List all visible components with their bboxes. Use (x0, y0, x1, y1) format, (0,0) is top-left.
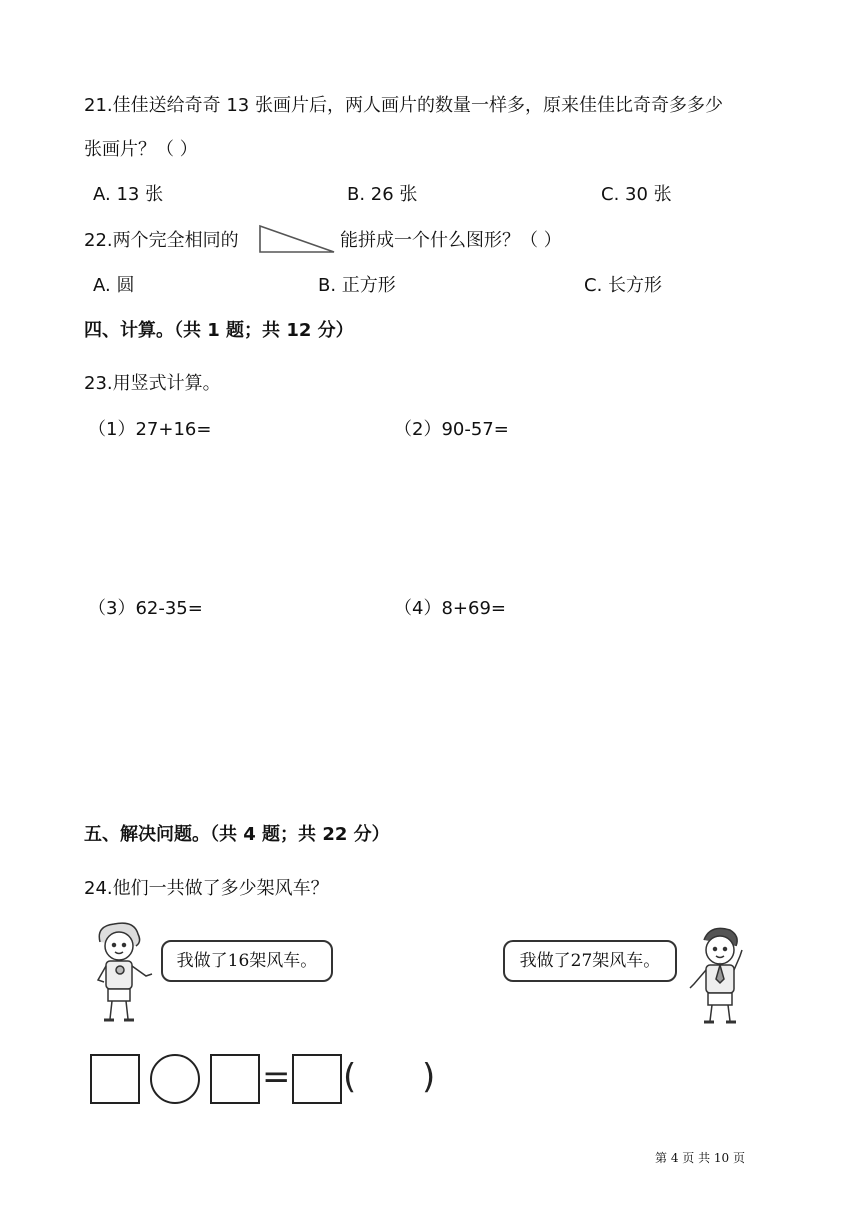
boy-left-illustration (86, 920, 156, 1028)
q22-text-after: 能拼成一个什么图形？（ ） (340, 230, 562, 251)
speech-bubble-right: 我做了27架风车。 (503, 940, 677, 982)
q22-option-b: B. 正方形 (318, 275, 396, 296)
answer-box-1[interactable] (90, 1054, 140, 1104)
q21-option-c: C. 30 张 (601, 184, 672, 205)
q21-line1: 21.佳佳送给奇奇 13 张画片后，两人画片的数量一样多，原来佳佳比奇奇多多少 (84, 95, 723, 116)
q23-item-3: （3）62-35= (88, 598, 203, 619)
q23-item-1: （1）27+16= (88, 419, 212, 440)
q22-option-a: A. 圆 (93, 275, 135, 296)
q21-option-b: B. 26 张 (347, 184, 418, 205)
q23-item-4: （4）8+69= (394, 598, 506, 619)
q23-item-2: （2）90-57= (394, 419, 509, 440)
q22-option-c: C. 长方形 (584, 275, 663, 296)
equals-sign: = (262, 1057, 291, 1097)
boy-right-illustration (684, 922, 754, 1030)
speech-bubble-left: 我做了16架风车。 (161, 940, 333, 982)
q21-line2: 张画片？（ ） (84, 139, 198, 160)
q21-option-a: A. 13 张 (93, 184, 164, 205)
answer-box-result[interactable] (292, 1054, 342, 1104)
paren-open: ( (343, 1057, 357, 1097)
operator-circle[interactable] (150, 1054, 200, 1104)
page-footer: 第 4 页 共 10 页 (655, 1151, 745, 1165)
q22-text-before: 22.两个完全相同的 (84, 230, 239, 251)
section4-heading: 四、计算。（共 1 题；共 12 分） (84, 320, 354, 341)
section5-heading: 五、解决问题。（共 4 题；共 22 分） (84, 824, 390, 845)
answer-box-2[interactable] (210, 1054, 260, 1104)
q23-title: 23.用竖式计算。 (84, 373, 221, 394)
paren-close: ) (422, 1057, 436, 1097)
q24-title: 24.他们一共做了多少架风车？ (84, 878, 329, 899)
right-triangle-figure (258, 224, 338, 256)
